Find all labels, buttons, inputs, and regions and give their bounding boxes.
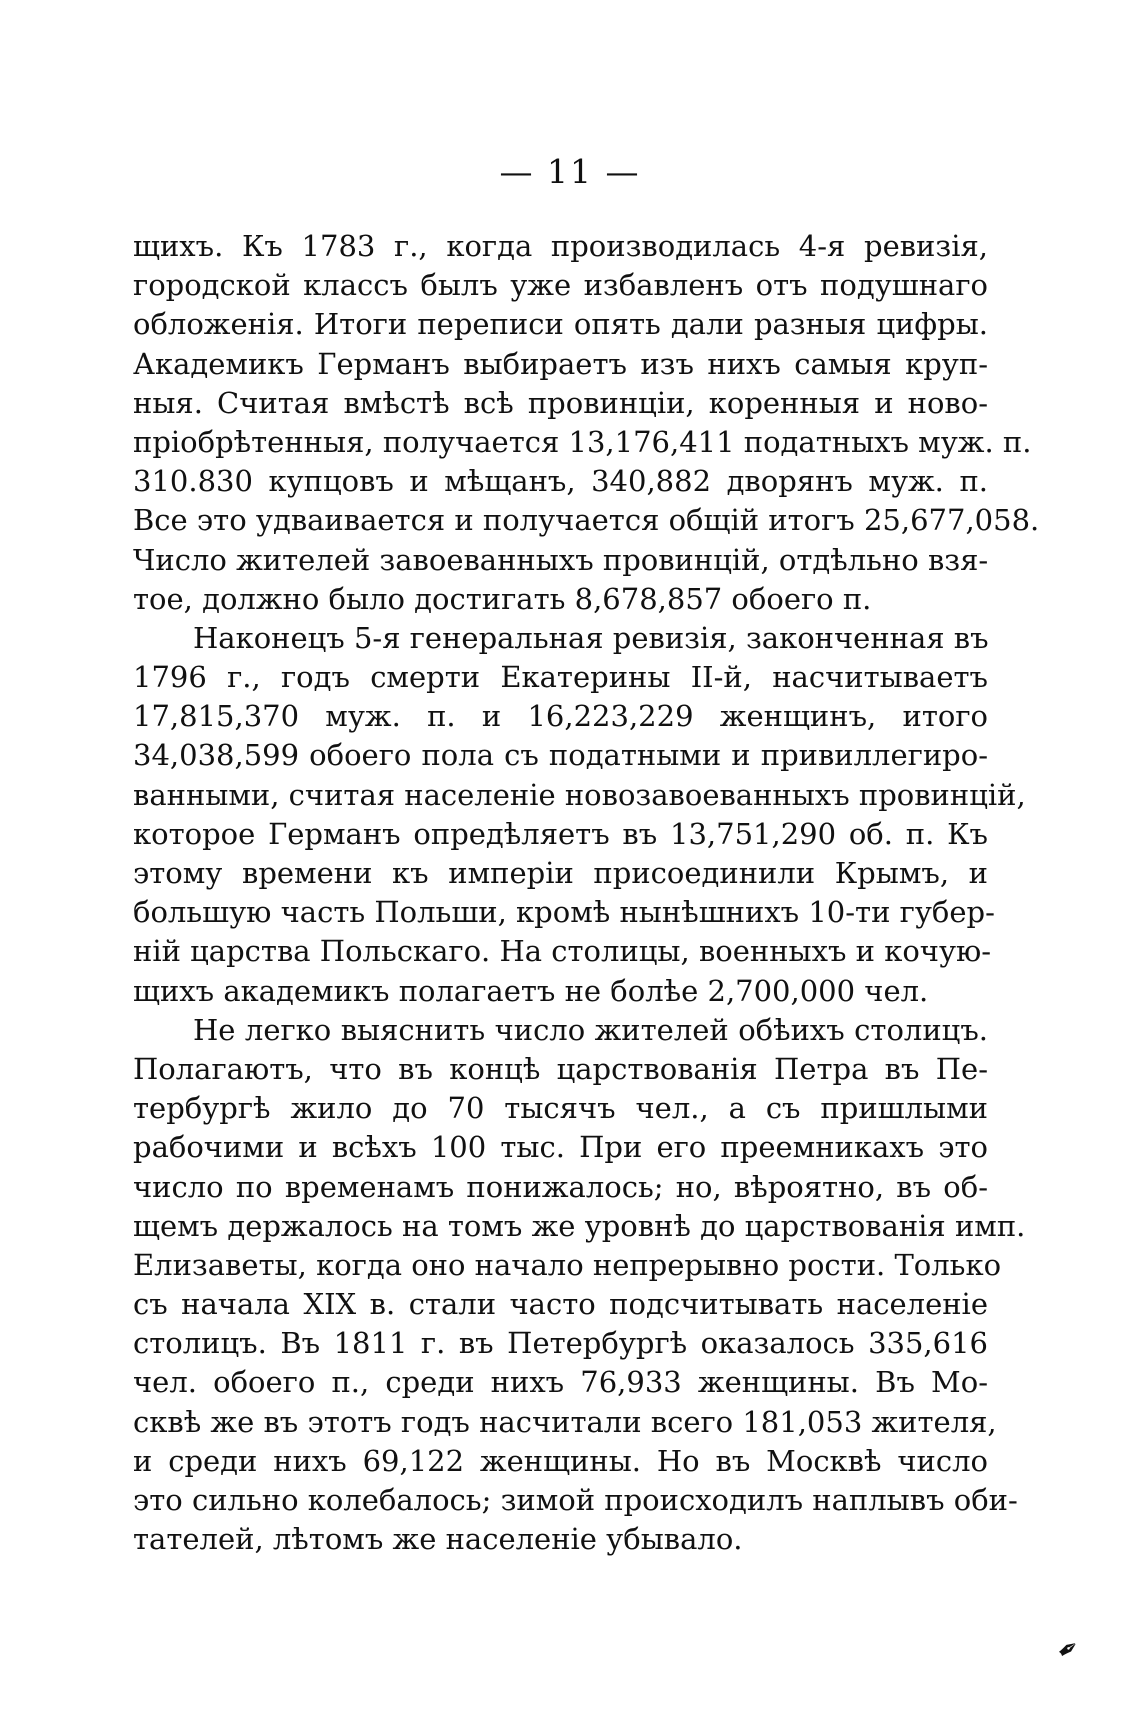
text-line: ній царства Польскаго. На столицы, военныхъ и кочую- — [133, 934, 992, 969]
paragraph — [133, 619, 1026, 1011]
text-line: тербургѣ жило до 70 тысячъ чел., а съ пришлыми — [133, 1091, 988, 1126]
text-line: съ начала XIX в. стали часто подсчитывать населеніе — [133, 1287, 988, 1322]
text-line: щемъ держалось на томъ же уровнѣ до царствованія имп. — [133, 1208, 1026, 1243]
text-line: этому времени къ имперіи присоединили Крымъ, и — [133, 856, 988, 890]
text-line: щихъ. Къ 1783 г., когда производилась 4-я ревизія, — [133, 229, 988, 263]
text-line: ванными, считая населеніе новозавоеванныхъ провинцій, — [133, 777, 1026, 812]
text-line: большую часть Польши, кромѣ нынѣшнихъ 10-ти губер- — [133, 895, 995, 930]
text-line: Все это удваивается и получается общій итогъ 25,677,058. — [133, 503, 1040, 538]
text-line: Наконецъ 5-я генеральная ревизія, законченная въ — [193, 620, 989, 655]
text-line: число по временамъ понижалось; но, вѣроятно, въ об- — [133, 1169, 988, 1204]
text-line: столицъ. Въ 1811 г. въ Петербургѣ оказалось 335,616 — [133, 1326, 988, 1361]
text-line: Полагаютъ, что въ концѣ царствованія Петра въ Пе- — [133, 1051, 988, 1086]
text-line: обложенія. Итоги переписи опять дали разныя цифры. — [133, 307, 988, 342]
text-line: 310.830 купцовъ и мѣщанъ, 340,882 дворянъ муж. п. — [133, 464, 988, 499]
text-line: чел. обоего п., среди нихъ 76,933 женщины. Въ Мо- — [133, 1365, 988, 1400]
text-line: ныя. Считая вмѣстѣ всѣ провинціи, коренныя и ново- — [133, 385, 988, 420]
paragraph — [133, 227, 1040, 619]
text-body — [133, 227, 1040, 1559]
text-line: и среди нихъ 69,122 женщины. Но въ Москвѣ число — [133, 1443, 988, 1478]
text-line: 1796 г., годъ смерти Екатерины II-й, насчитываетъ — [133, 660, 988, 695]
text-line: 34,038,599 обоего пола съ податными и привиллегиро- — [133, 738, 988, 773]
text-line: тое, должно было достигать 8,678,857 обоего п. — [133, 581, 872, 616]
text-line: это сильно колебалось; зимой происходилъ наплывъ оби- — [133, 1483, 1018, 1517]
page-number: — 11 — — [499, 152, 641, 191]
text-line: пріобрѣтенныя, получается 13,176,411 податныхъ муж. п. — [133, 424, 1032, 459]
text-line: рабочими и всѣхъ 100 тыс. При его преемникахъ это — [133, 1130, 988, 1165]
text-line: Не легко выяснить число жителей обѣихъ столицъ. — [193, 1012, 988, 1047]
text-line: щихъ академикъ полагаетъ не болѣе 2,700,000 чел. — [133, 973, 929, 1008]
text-line: Академикъ Германъ выбираетъ изъ нихъ самыя круп- — [133, 346, 988, 381]
text-line: которое Германъ опредѣляетъ въ 13,751,290 об. п. Къ — [133, 816, 988, 851]
text-line: Число жителей завоеванныхъ провинцій, отдѣльно взя- — [133, 542, 989, 577]
margin-mark-icon: ✒ — [1051, 1631, 1087, 1669]
text-line: 17,815,370 муж. п. и 16,223,229 женщинъ, итого — [133, 699, 988, 734]
paragraph — [133, 1011, 1026, 1560]
text-line: тателей, лѣтомъ же населеніе убывало. — [133, 1522, 743, 1557]
text-line: Елизаветы, когда оно начало непрерывно рости. Только — [133, 1247, 1002, 1282]
text-line: сквѣ же въ этотъ годъ насчитали всего 181,053 жителя, — [133, 1404, 997, 1439]
text-line: городской классъ былъ уже избавленъ отъ подушнаго — [133, 268, 988, 303]
